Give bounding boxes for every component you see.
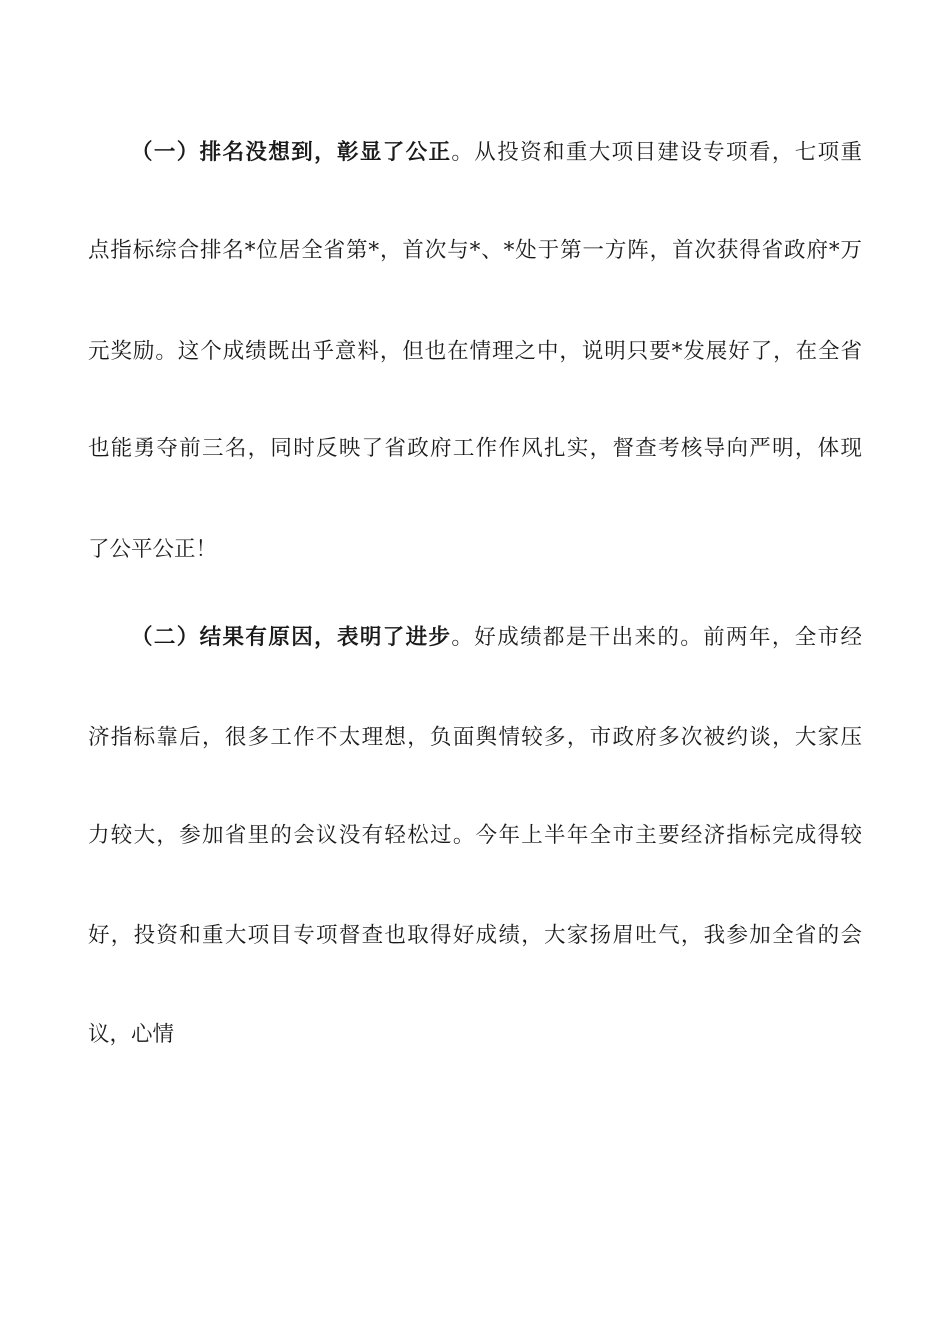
paragraph-2-line-1	[88, 621, 862, 655]
paragraph-1-line-1-text: 。从投资和重大项目建设专项看，七项重	[451, 140, 862, 165]
paragraph-1-heading: （一）排名没想到，彰显了公正	[131, 140, 452, 165]
paragraph-2-line-4: 好，投资和重大项目专项督查也取得好成绩，大家扬眉吐气，我参加全省的会	[88, 923, 862, 948]
paragraph-2-line-1-text: 。好成绩都是干出来的。前两年，全市经	[451, 625, 862, 650]
paragraph-2-line-3: 力较大，参加省里的会议没有轻松过。今年上半年全市主要经济指标完成得较	[88, 823, 862, 848]
paragraph-1-line-2: 点指标综合排名*位居全省第*，首次与*、*处于第一方阵，首次获得省政府*万	[88, 238, 862, 263]
paragraph-2-line-5: 议，心情	[88, 1022, 175, 1047]
paragraph-1-line-1	[88, 136, 862, 170]
paragraph-2-line-2: 济指标靠后，很多工作不太理想，负面舆情较多，市政府多次被约谈，大家压	[88, 725, 862, 750]
paragraph-1-line-5: 了公平公正！	[88, 537, 218, 562]
paragraph-1-line-3: 元奖励。这个成绩既出乎意料，但也在情理之中，说明只要*发展好了，在全省	[88, 339, 862, 364]
paragraph-2-heading: （二）结果有原因，表明了进步	[131, 625, 452, 650]
paragraph-1-line-4: 也能勇夺前三名，同时反映了省政府工作作风扎实，督查考核导向严明，体现	[88, 436, 862, 461]
